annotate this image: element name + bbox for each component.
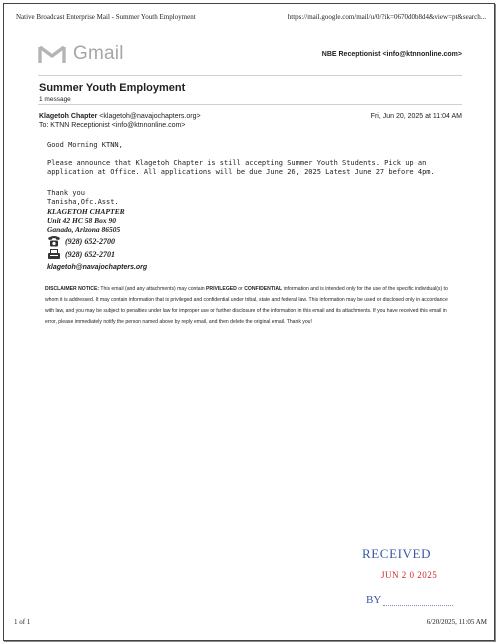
signature-phone [47, 235, 115, 247]
received-stamp-date: JUN 2 0 2025 [381, 570, 438, 580]
gmail-logo [38, 42, 124, 66]
fax-number: (928) 652-2701 [65, 250, 115, 259]
received-stamp-signature-line [383, 597, 453, 606]
disclaimer-privileged: PRIVILEGED [206, 286, 237, 292]
disclaimer-text-b: information and is intended only for the use of the specific individual(s) to whom it is addressed. It may contain information that is privileged and confidential under tribal, state and federal law. This information may be used or disclosed only in accordance with law, and you may be subject to penalties under law for improper use or further disclosure of the information in this email and its attachments. If you have received this email in error, please immediately notify the person named above by reply email, and then delete the original email. Thank you! [45, 286, 448, 325]
received-stamp-by [366, 594, 453, 606]
sender-email: <klagetoh@navajochapters.org> [99, 113, 201, 120]
signature-org: KLAGETOH CHAPTER [47, 207, 125, 216]
header-divider [38, 75, 462, 76]
thread-subject: Summer Youth Employment [39, 82, 186, 94]
announcement [47, 159, 447, 177]
gmail-wordmark: Gmail [73, 43, 124, 64]
account-label: NBE Receptionist <info@ktnnonline.com> [321, 51, 462, 58]
received-stamp-by-label: BY [366, 594, 382, 606]
sender-name: Klagetoh Chapter [39, 113, 98, 120]
message-count: 1 message [39, 96, 71, 103]
signature-address: Unit 42 HC 58 Box 90 [47, 216, 116, 225]
disclaimer-confidential: CONFIDENTIAL [244, 286, 283, 292]
signer-name: Tanisha,Ofc.Asst. [47, 198, 119, 206]
signature-city: Ganado, Arizona 86505 [47, 225, 121, 234]
announcement-line-2: application at Office. All applications will be due June 26, 2025 Latest June 27 before 4pm. [47, 168, 435, 176]
signature-fax [47, 249, 115, 260]
subject-divider [38, 104, 462, 105]
message-date: Fri, Jun 20, 2025 at 11:04 AM [370, 113, 462, 120]
disclaimer-or: or [238, 286, 243, 292]
sender [39, 113, 201, 120]
print-timestamp: 6/20/2025, 11:05 AM [426, 618, 487, 626]
page-number: 1 of 1 [14, 618, 31, 626]
disclaimer [45, 284, 457, 328]
gmail-m-icon [38, 44, 66, 65]
disclaimer-label: DISCLAIMER NOTICE: [45, 286, 100, 292]
signature-email: klagetoh@navajochapters.org [47, 264, 148, 271]
print-header [16, 13, 490, 25]
closing: Thank you [47, 189, 85, 197]
print-url: https://mail.google.com/mail/u/0/?ik=0670d0b8d4&view=pt&search... [287, 13, 486, 21]
fax-icon [47, 249, 61, 260]
telephone-icon [47, 235, 61, 247]
print-title: Native Broadcast Enterprise Mail - Summer Youth Employment [16, 13, 196, 21]
greeting: Good Morning KTNN, [47, 141, 123, 149]
disclaimer-text-a: This email (and any attachments) may contain [100, 286, 205, 292]
phone-number: (928) 652-2700 [65, 236, 115, 246]
announcement-line-1: Please announce that Klagetoh Chapter is still accepting Summer Youth Students. Pick up an [47, 159, 427, 167]
recipient: To: KTNN Receptionist <info@ktnnonline.com> [39, 122, 186, 129]
received-stamp: RECEIVED [362, 546, 432, 561]
